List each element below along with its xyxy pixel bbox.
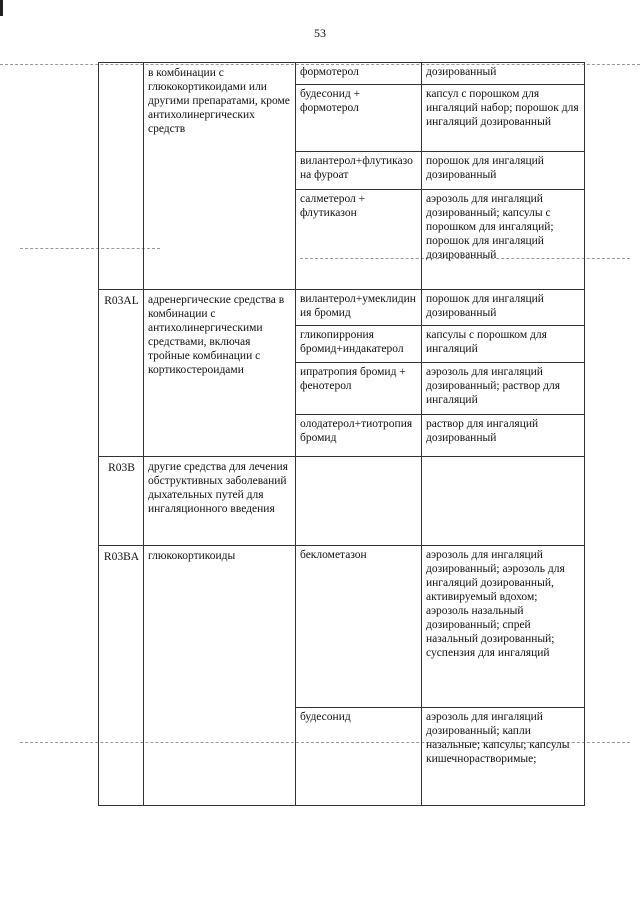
- atc-code: [99, 63, 144, 290]
- table-row: [99, 546, 585, 708]
- drug-name: ипратропия бромид + фенотерол: [296, 363, 422, 415]
- drug-name: будесонид: [296, 708, 422, 806]
- table-row: [99, 290, 585, 326]
- dosage-forms: капсул с порошком для ингаляций набор; порошок для ингаляций дозированный: [422, 85, 585, 152]
- atc-category: глюкокортикоиды: [144, 546, 296, 806]
- atc-category: адренергические средства в комбинации с антихолинергическими средствами, включая тройные комбинации с кортикостероидами: [144, 290, 296, 457]
- dosage-forms: аэрозоль для ингаляций дозированный; капли назальные; капсулы; капсулы кишечнорастворимые;: [422, 708, 585, 806]
- atc-code: R03BA: [99, 546, 144, 806]
- drug-name: гликопиррония бромид+индакатерол: [296, 326, 422, 363]
- drug-name: вилантерол+умеклидиния бромид: [296, 290, 422, 326]
- dosage-forms: аэрозоль для ингаляций дозированный; капсулы с порошком для ингаляций; порошок для ингаляций дозированный: [422, 190, 585, 290]
- drug-name: салметерол + флутиказон: [296, 190, 422, 290]
- dosage-forms: аэрозоль для ингаляций дозированный; аэрозоль для ингаляций дозированный, активируемый вдохом; аэрозоль назальный дозированный; спрей назальный дозированный; суспензия для ингаляций: [422, 546, 585, 708]
- atc-code: R03AL: [99, 290, 144, 457]
- page-number: 53: [314, 26, 326, 40]
- medicines-table: [98, 62, 585, 806]
- atc-category: другие средства для лечения обструктивных заболеваний дыхательных путей для ингаляционного введения: [144, 457, 296, 546]
- dosage-forms: порошок для ингаляций дозированный: [422, 290, 585, 326]
- dosage-forms: аэрозоль для ингаляций дозированный; раствор для ингаляций: [422, 363, 585, 415]
- drug-name: [296, 457, 422, 546]
- drug-name: формотерол: [296, 63, 422, 85]
- dosage-forms: дозированный: [422, 63, 585, 85]
- dosage-forms: капсулы с порошком для ингаляций: [422, 326, 585, 363]
- drug-name: беклометазон: [296, 546, 422, 708]
- scan-margin-mark: [0, 0, 3, 16]
- table-row: [99, 457, 585, 546]
- dosage-forms: порошок для ингаляций дозированный: [422, 152, 585, 190]
- dosage-forms: раствор для ингаляций дозированный: [422, 415, 585, 457]
- drug-name: олодатерол+тиотропия бромид: [296, 415, 422, 457]
- drug-name: вилантерол+флутиказона фуроат: [296, 152, 422, 190]
- drug-name: будесонид + формотерол: [296, 85, 422, 152]
- dosage-forms: [422, 457, 585, 546]
- table-row: [99, 63, 585, 85]
- atc-category: в комбинации с глюкокортикоидами или другими препаратами, кроме антихолинергических средств: [144, 63, 296, 290]
- atc-code: R03B: [99, 457, 144, 546]
